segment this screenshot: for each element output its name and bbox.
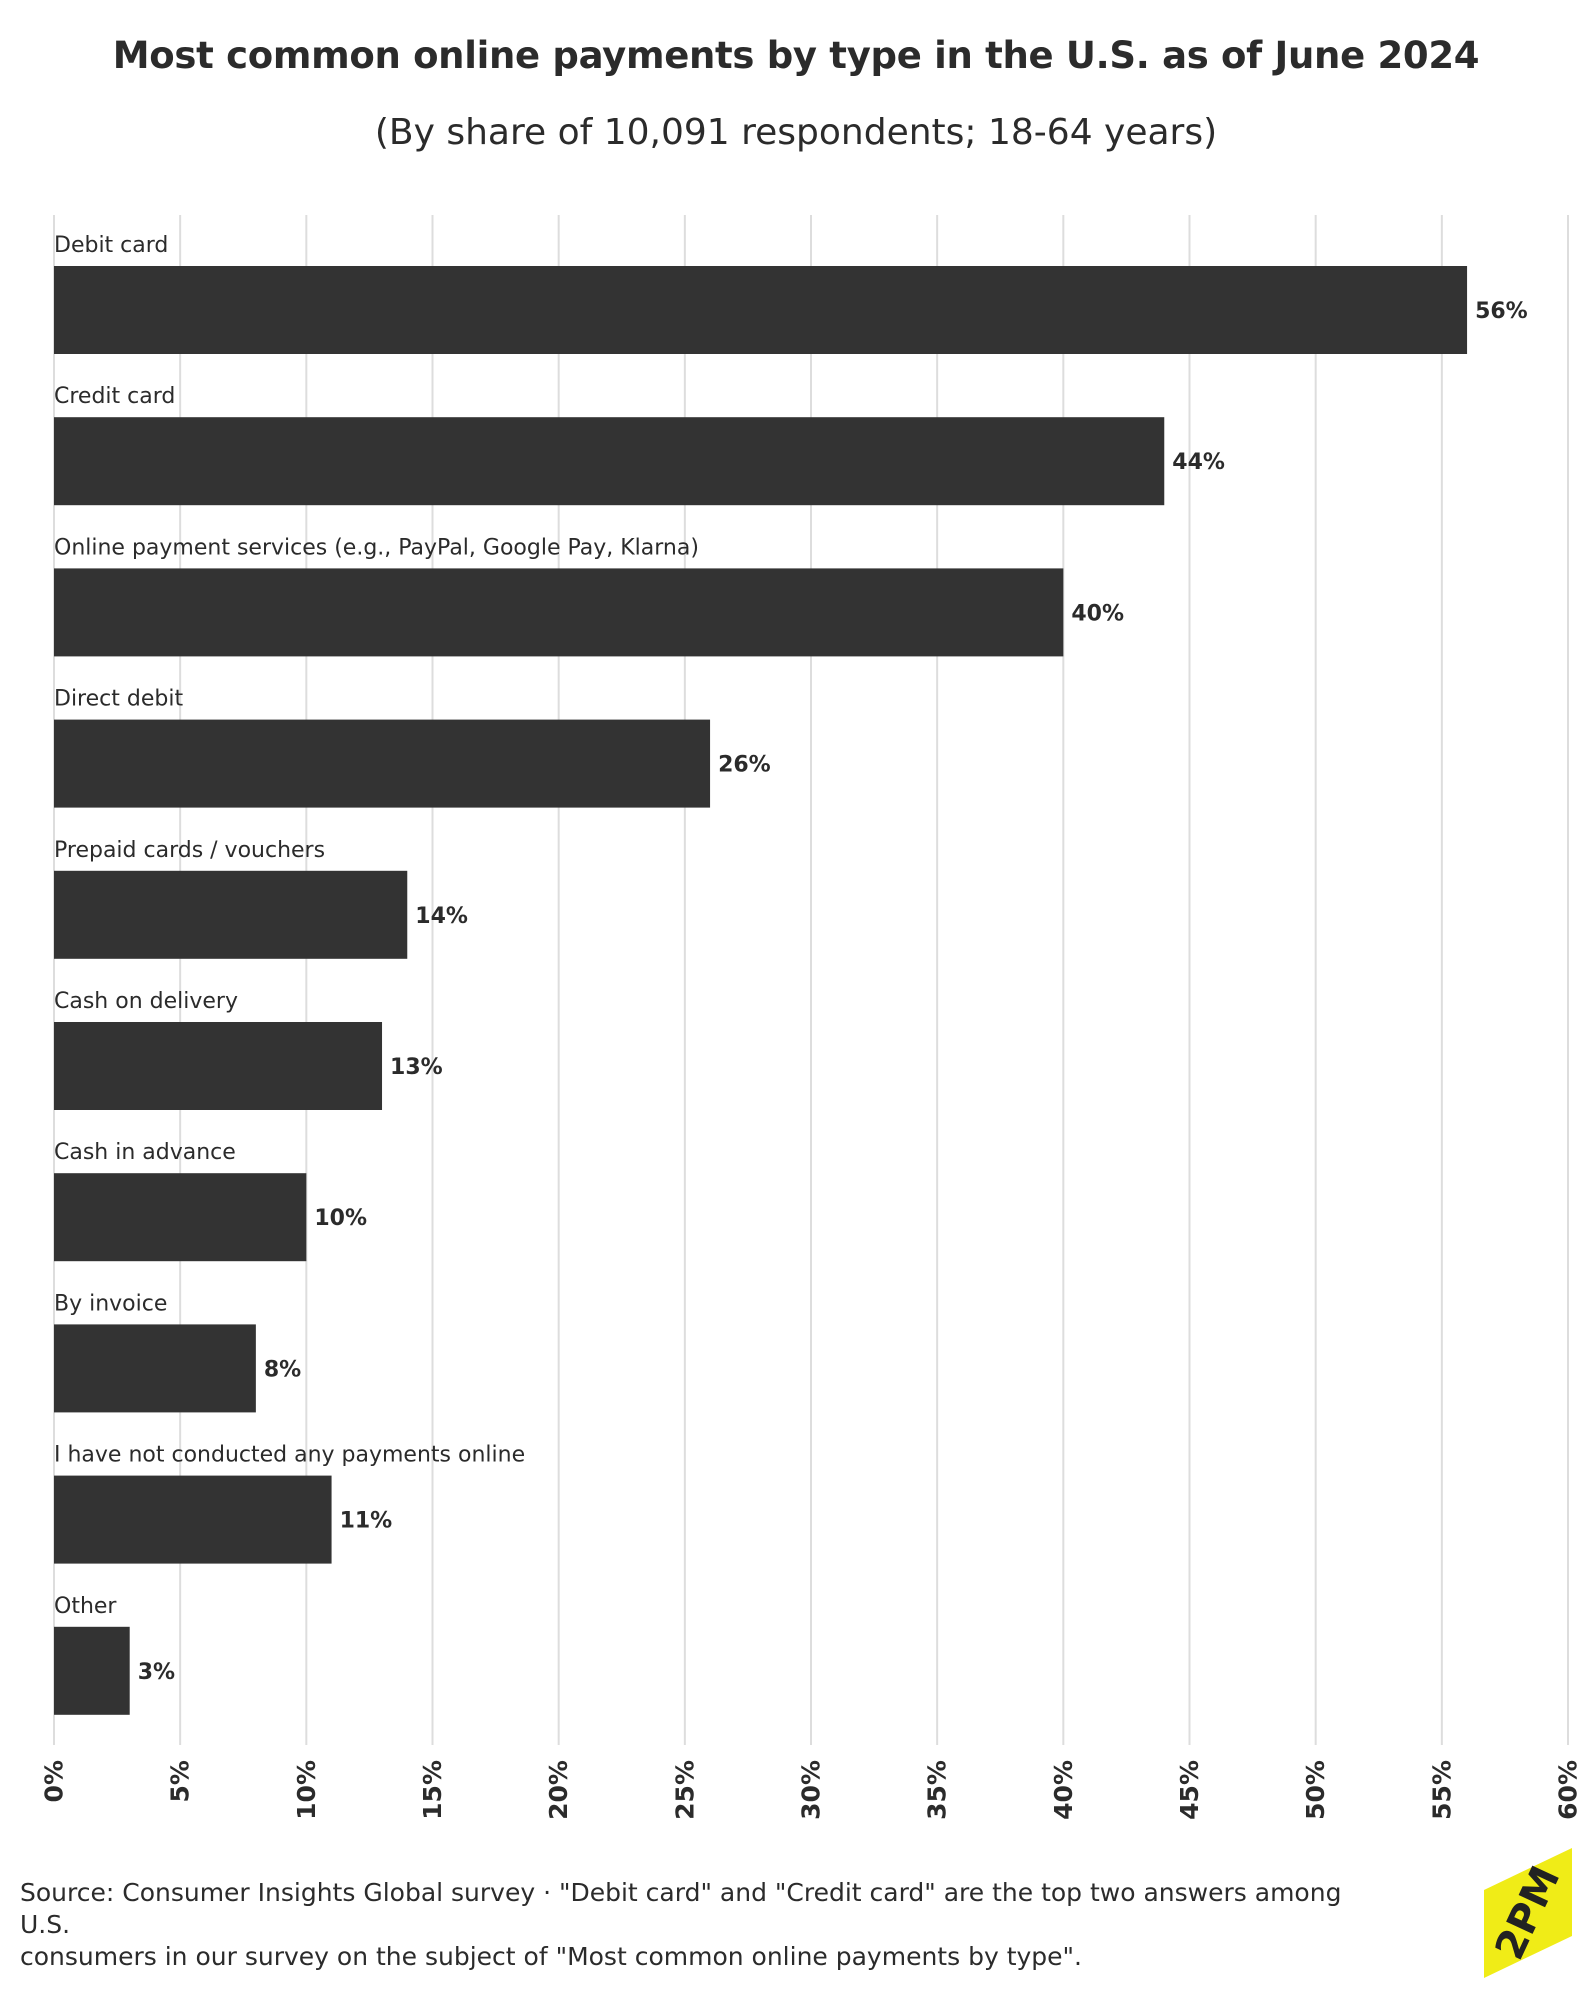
category-label: Prepaid cards / vouchers bbox=[54, 837, 326, 863]
chart-subtitle: (By share of 10,091 respondents; 18-64 years) bbox=[374, 112, 1218, 153]
x-tick-label: 25% bbox=[670, 1760, 700, 1820]
x-tick-label: 0% bbox=[39, 1760, 69, 1803]
value-label: 8% bbox=[263, 1357, 302, 1383]
category-label: Other bbox=[54, 1593, 117, 1619]
logo-text: 2PM bbox=[1486, 1859, 1570, 1967]
bar bbox=[54, 720, 710, 808]
source-note bbox=[20, 1877, 1360, 1973]
value-label: 10% bbox=[314, 1206, 368, 1232]
x-tick-label: 15% bbox=[418, 1760, 447, 1820]
x-tick-label: 45% bbox=[1175, 1760, 1204, 1820]
value-label: 3% bbox=[137, 1659, 176, 1685]
category-label: Direct debit bbox=[54, 686, 184, 712]
x-tick-label: 10% bbox=[291, 1760, 321, 1820]
bar bbox=[54, 266, 1467, 354]
x-tick-label: 5% bbox=[165, 1760, 195, 1803]
bar bbox=[54, 1627, 130, 1715]
source-line-2: consumers in our survey on the subject of "Most common online payments by type". bbox=[20, 1942, 1082, 1971]
bar bbox=[54, 568, 1063, 656]
value-label: 56% bbox=[1475, 299, 1528, 324]
source-line-1: Source: Consumer Insights Global survey · "Debit card" and "Credit card" are the top two answers among U.S. bbox=[20, 1878, 1342, 1939]
value-label: 44% bbox=[1172, 450, 1225, 476]
category-label: I have not conducted any payments online bbox=[54, 1442, 526, 1468]
x-tick-label: 35% bbox=[922, 1760, 952, 1820]
category-label: Credit card bbox=[54, 384, 176, 410]
x-tick-label: 40% bbox=[1048, 1760, 1078, 1820]
category-label: Online payment services (e.g., PayPal, Google Pay, Klarna) bbox=[54, 535, 699, 561]
bar bbox=[54, 1173, 306, 1261]
x-tick-label: 50% bbox=[1301, 1760, 1331, 1820]
brand-logo bbox=[1478, 1848, 1578, 1978]
category-label: Cash in advance bbox=[54, 1140, 236, 1166]
value-label: 14% bbox=[415, 903, 468, 929]
category-label: Cash on delivery bbox=[54, 989, 238, 1014]
x-tick-label: 55% bbox=[1427, 1760, 1457, 1820]
x-tick-label: 20% bbox=[544, 1760, 574, 1820]
bar bbox=[54, 1324, 256, 1412]
bar bbox=[54, 1022, 382, 1110]
bar bbox=[54, 1476, 332, 1564]
value-label: 13% bbox=[390, 1055, 443, 1080]
x-tick-label: 60% bbox=[1553, 1760, 1583, 1820]
value-label: 11% bbox=[339, 1508, 393, 1534]
bar bbox=[54, 871, 407, 959]
bar bbox=[54, 417, 1164, 505]
chart-title: Most common online payments by type in the U.S. as of June 2024 bbox=[112, 34, 1480, 77]
value-label: 40% bbox=[1071, 601, 1125, 627]
category-label: Debit card bbox=[54, 233, 169, 258]
value-label: 26% bbox=[718, 752, 771, 778]
x-tick-label: 30% bbox=[796, 1760, 826, 1820]
category-label: By invoice bbox=[54, 1291, 168, 1317]
